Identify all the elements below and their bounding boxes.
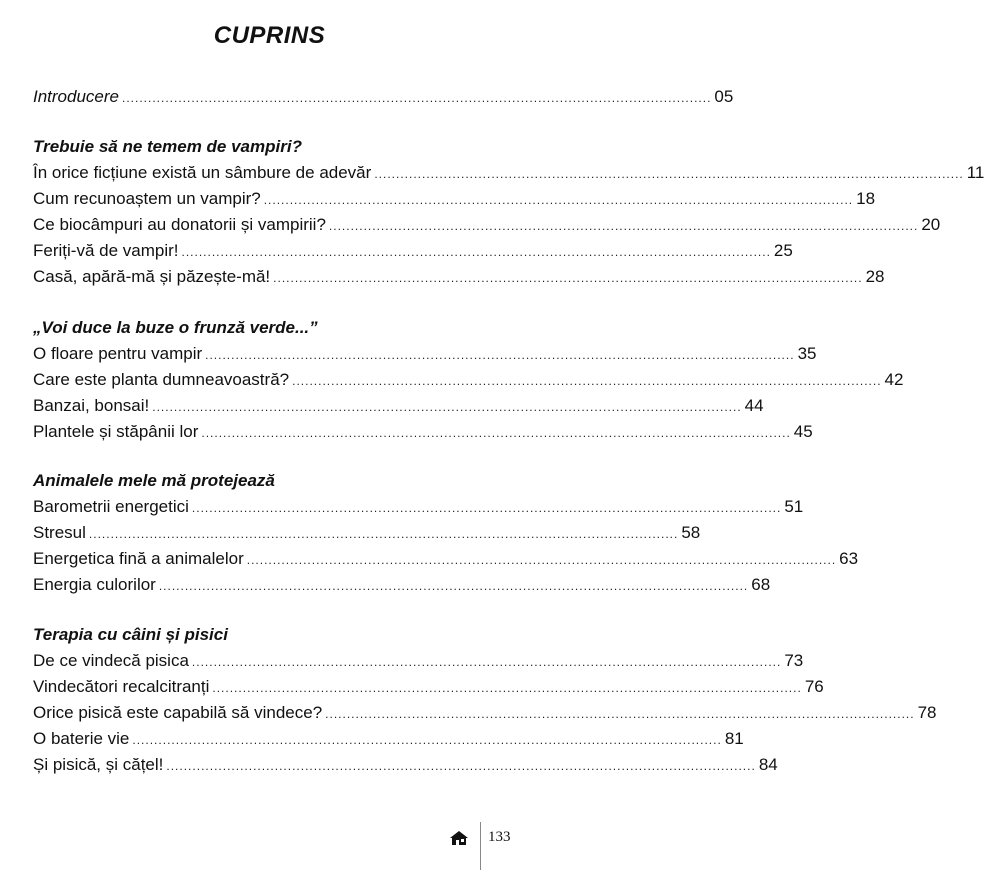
leader-dots: ........................................................................................................................................ bbox=[325, 707, 915, 721]
entry-label: O baterie vie bbox=[33, 729, 130, 748]
entry-label: Plantele și stăpânii lor bbox=[33, 422, 199, 441]
leader-dots: ........................................................................................................................................ bbox=[246, 553, 837, 567]
entry-label: Feriți-vă de vampir! bbox=[33, 241, 179, 260]
entry-page: 18 bbox=[856, 189, 876, 208]
entry-page: 35 bbox=[797, 344, 817, 363]
toc-entry[interactable] bbox=[33, 264, 885, 290]
toc-entry[interactable] bbox=[33, 341, 817, 367]
entry-label: Barometrii energetici bbox=[33, 497, 189, 516]
entry-page: 05 bbox=[714, 87, 734, 106]
entry-page: 76 bbox=[804, 677, 824, 696]
toc-entry[interactable] bbox=[33, 238, 793, 264]
leader-dots: ........................................................................................................................................ bbox=[273, 271, 863, 285]
entry-page: 84 bbox=[758, 755, 778, 774]
entry-page: 78 bbox=[917, 703, 937, 722]
leader-dots: ........................................................................................................................................ bbox=[191, 655, 782, 669]
toc-entry[interactable] bbox=[33, 572, 771, 598]
section-heading: „Voi duce la buze o frunză verde...” bbox=[33, 318, 318, 337]
entry-page: 44 bbox=[744, 396, 764, 415]
entry-label: Energetica fină a animalelor bbox=[33, 549, 244, 568]
entry-label: O floare pentru vampir bbox=[33, 344, 203, 363]
entry-page: 28 bbox=[865, 267, 885, 286]
leader-dots: ........................................................................................................................................ bbox=[205, 348, 795, 362]
leader-dots: ........................................................................................................................................ bbox=[132, 733, 722, 747]
entry-label: Care este planta dumneavoastră? bbox=[33, 370, 290, 389]
entry-label: Casă, apără-mă și păzește-mă! bbox=[33, 267, 271, 286]
section-heading: Terapia cu câini și pisici bbox=[33, 625, 228, 644]
entry-label: Vindecători recalcitranți bbox=[33, 677, 210, 696]
section-heading: Animalele mele mă protejează bbox=[33, 471, 275, 490]
toc-entry[interactable] bbox=[33, 752, 778, 778]
entry-page: 51 bbox=[784, 497, 804, 516]
entry-page: 73 bbox=[784, 651, 804, 670]
toc-entry[interactable] bbox=[33, 494, 804, 520]
toc-entry[interactable] bbox=[33, 367, 904, 393]
leader-dots: ........................................................................................................................................ bbox=[292, 374, 882, 388]
toc-entry[interactable] bbox=[33, 546, 859, 572]
toc-entry[interactable] bbox=[33, 419, 813, 445]
page-number: 133 bbox=[488, 829, 511, 845]
entry-label: Banzai, bonsai! bbox=[33, 396, 150, 415]
toc-entry[interactable] bbox=[33, 700, 937, 726]
entry-label: Stresul bbox=[33, 523, 86, 542]
leader-dots: ........................................................................................................................................ bbox=[212, 681, 802, 695]
toc-entry[interactable] bbox=[33, 160, 984, 186]
toc-entry[interactable] bbox=[33, 674, 824, 700]
toc-entry[interactable] bbox=[33, 726, 744, 752]
leader-dots: ........................................................................................................................................ bbox=[374, 167, 964, 181]
leader-dots: ........................................................................................................................................ bbox=[122, 91, 712, 105]
leader-dots: ........................................................................................................................................ bbox=[263, 193, 854, 207]
entry-label: În orice ficțiune există un sâmbure de adevăr bbox=[33, 163, 372, 182]
entry-page: 20 bbox=[921, 215, 941, 234]
toc-entry[interactable] bbox=[33, 648, 804, 674]
entry-page: 45 bbox=[793, 422, 813, 441]
entry-label: De ce vindecă pisica bbox=[33, 651, 189, 670]
entry-label: Ce biocâmpuri au donatorii și vampirii? bbox=[33, 215, 326, 234]
leader-dots: ........................................................................................................................................ bbox=[328, 219, 919, 233]
entry-label: Energia culorilor bbox=[33, 575, 156, 594]
leader-dots: ........................................................................................................................................ bbox=[88, 527, 679, 541]
leader-dots: ........................................................................................................................................ bbox=[158, 579, 749, 593]
entry-page: 63 bbox=[839, 549, 859, 568]
entry-page: 11 bbox=[966, 163, 984, 182]
leader-dots: ........................................................................................................................................ bbox=[166, 759, 756, 773]
leader-dots: ........................................................................................................................................ bbox=[181, 245, 771, 259]
toc-entry[interactable] bbox=[33, 393, 764, 419]
entry-label: Orice pisică este capabilă să vindece? bbox=[33, 703, 323, 722]
entry-page: 42 bbox=[884, 370, 904, 389]
entry-page: 25 bbox=[773, 241, 793, 260]
entry-label: Și pisică, și cățel! bbox=[33, 755, 164, 774]
entry-page: 68 bbox=[751, 575, 771, 594]
entry-label: Introducere bbox=[33, 87, 119, 106]
entry-page: 58 bbox=[681, 523, 701, 542]
leader-dots: ........................................................................................................................................ bbox=[201, 426, 791, 440]
toc-entry[interactable] bbox=[33, 186, 876, 212]
leader-dots: ........................................................................................................................................ bbox=[152, 400, 742, 414]
toc-entry[interactable] bbox=[33, 212, 941, 238]
toc-entry[interactable] bbox=[33, 520, 701, 546]
page-title: CUPRINS bbox=[213, 22, 326, 49]
entry-page: 81 bbox=[724, 729, 744, 748]
toc-entry-intro[interactable] bbox=[33, 84, 734, 110]
entry-label: Cum recunoaștem un vampir? bbox=[33, 189, 261, 208]
house-icon bbox=[449, 830, 469, 846]
section-heading: Trebuie să ne temem de vampiri? bbox=[33, 137, 302, 156]
leader-dots: ........................................................................................................................................ bbox=[191, 501, 782, 515]
footer-divider bbox=[480, 822, 481, 870]
